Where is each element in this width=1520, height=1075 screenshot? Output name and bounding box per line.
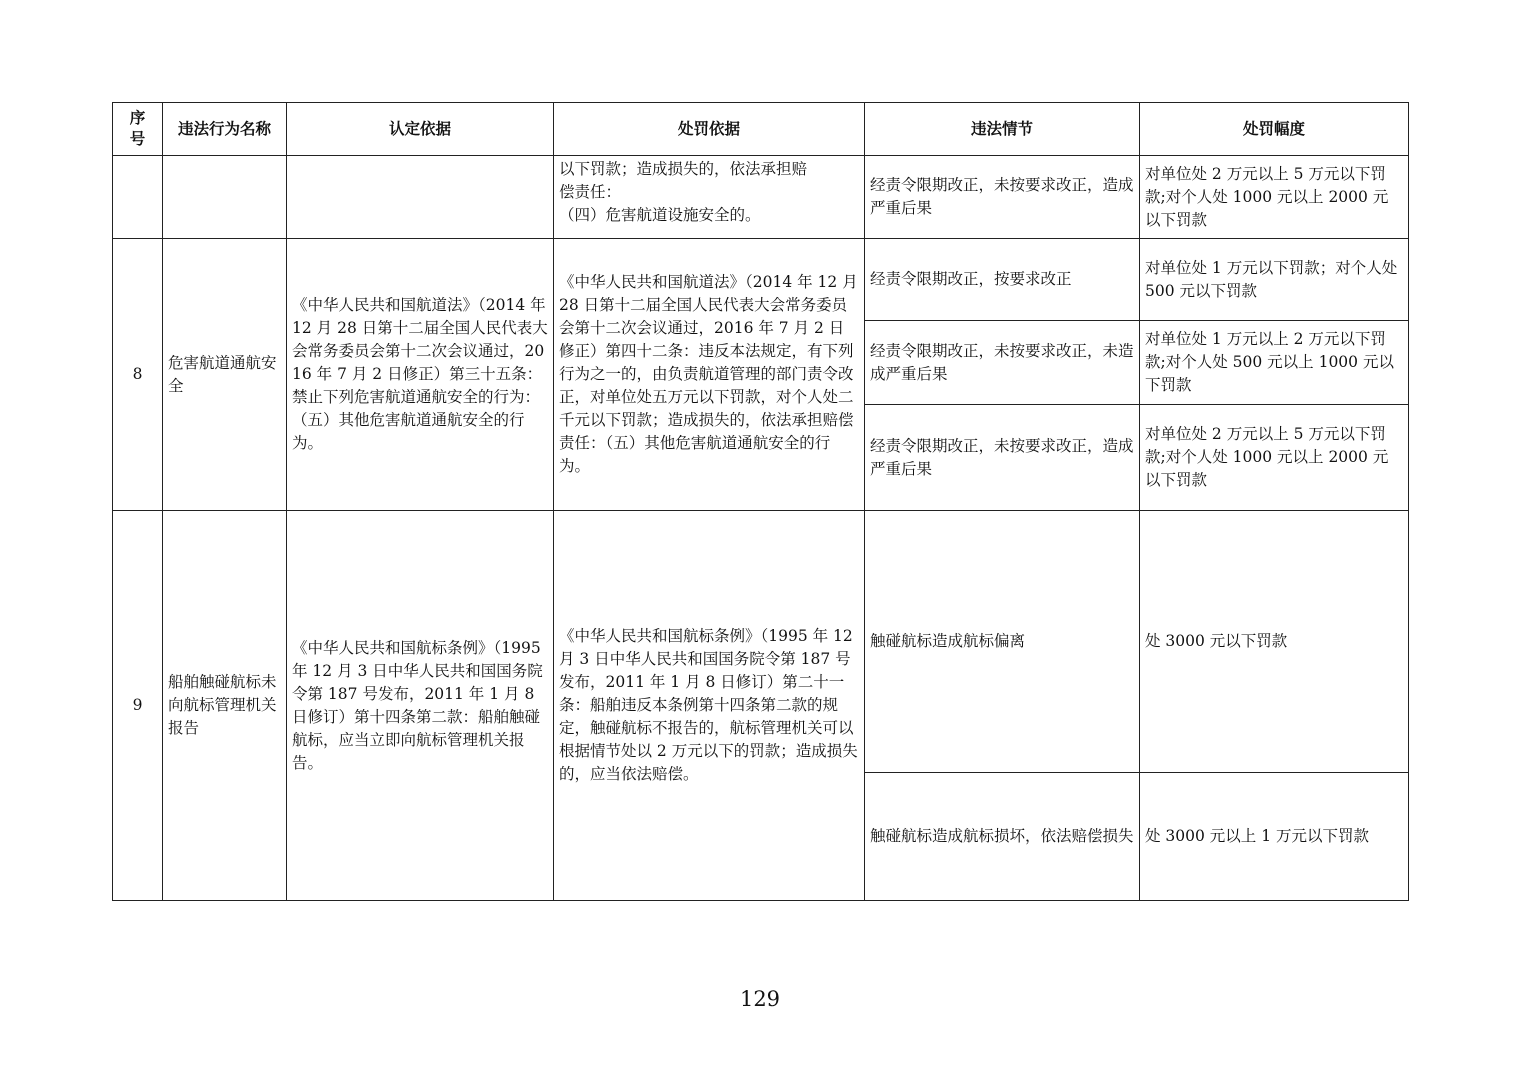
row9-circumstance-2: 触碰航标造成航标损坏，依法赔偿损失 bbox=[865, 773, 1140, 901]
cont-circumstance-cell: 经责令限期改正，未按要求改正，造成严重后果 bbox=[865, 156, 1140, 239]
table-row-8 bbox=[113, 239, 1409, 321]
row9-penalty-basis: 《中华人民共和国航标条例》（1995 年 12 月 3 日中华人民共和国国务院令第 187 号发布，2011 年 1 月 8 日修订）第二十一条：船舶违反本条例第十四条第二款的规定，触碰航标不报告的，航标管理机关可以根据情节处以 2 万元以下的罚款；造成损失的，应当依法赔偿。 bbox=[554, 511, 865, 901]
page-number: 129 bbox=[739, 987, 781, 1011]
row8-circumstance-1: 经责令限期改正，按要求改正 bbox=[865, 239, 1140, 321]
row8-seq: 8 bbox=[113, 239, 163, 511]
row9-range-1: 处 3000 元以下罚款 bbox=[1140, 511, 1409, 773]
row9-circumstance-1: 触碰航标造成航标偏离 bbox=[865, 511, 1140, 773]
header-circumstance: 违法情节 bbox=[865, 103, 1140, 156]
row8-circumstance-3: 经责令限期改正，未按要求改正，造成严重后果 bbox=[865, 405, 1140, 511]
row8-circumstance-2: 经责令限期改正，未按要求改正，未造成严重后果 bbox=[865, 321, 1140, 405]
header-range: 处罚幅度 bbox=[1140, 103, 1409, 156]
cont-penalty-basis-cell bbox=[554, 156, 865, 239]
cont-seq-cell bbox=[113, 156, 163, 239]
row8-range-1: 对单位处 1 万元以下罚款；对个人处 500 元以下罚款 bbox=[1140, 239, 1409, 321]
row8-range-2: 对单位处 1 万元以上 2 万元以下罚款;对个人处 500 元以上 1000 元以下罚款 bbox=[1140, 321, 1409, 405]
cont-name-cell bbox=[163, 156, 287, 239]
cont-penalty-line: 偿责任： bbox=[559, 183, 622, 201]
header-basis: 认定依据 bbox=[287, 103, 554, 156]
table-row-continuation bbox=[113, 156, 1409, 239]
row9-basis: 《中华人民共和国航标条例》（1995 年 12 月 3 日中华人民共和国国务院令第 187 号发布，2011 年 1 月 8 日修订）第十四条第二款：船舶触碰航标，应当立即向航标管理机关报告。 bbox=[287, 511, 554, 901]
header-penalty-basis: 处罚依据 bbox=[554, 103, 865, 156]
cont-basis-cell bbox=[287, 156, 554, 239]
cont-range-cell: 对单位处 2 万元以上 5 万元以下罚款;对个人处 1000 元以上 2000 元以下罚款 bbox=[1140, 156, 1409, 239]
header-seq: 序 号 bbox=[113, 103, 163, 156]
row9-seq: 9 bbox=[113, 511, 163, 901]
cont-penalty-line: （四）危害航道设施安全的。 bbox=[559, 206, 761, 224]
cont-penalty-line: 以下罚款；造成损失的，依法承担赔 bbox=[559, 160, 808, 178]
table-row-9 bbox=[113, 511, 1409, 773]
header-name: 违法行为名称 bbox=[163, 103, 287, 156]
row9-range-2: 处 3000 元以上 1 万元以下罚款 bbox=[1140, 773, 1409, 901]
row8-penalty-basis: 《中华人民共和国航道法》（2014 年 12 月 28 日第十二届全国人民代表大会常务委员会第十二次会议通过，2016 年 7 月 2 日修正）第四十二条：违反本法规定，有下列行为之一的，由负责航道管理的部门责令改正，对单位处五万元以下罚款，对个人处二千元以下罚款；造成损失的，依法承担赔偿责任：（五）其他危害航道通航安全的行为。 bbox=[554, 239, 865, 511]
header-row bbox=[113, 103, 1409, 156]
penalty-table bbox=[112, 102, 1409, 901]
row9-name: 船舶触碰航标未向航标管理机关报告 bbox=[163, 511, 287, 901]
row8-range-3: 对单位处 2 万元以上 5 万元以下罚款;对个人处 1000 元以上 2000 元以下罚款 bbox=[1140, 405, 1409, 511]
row8-basis: 《中华人民共和国航道法》（2014 年 12 月 28 日第十二届全国人民代表大会常务委员会第十二次会议通过，2016 年 7 月 2 日修正）第三十五条：禁止下列危害航道通航安全的行为：（五）其他危害航道通航安全的行为。 bbox=[287, 239, 554, 511]
row8-name: 危害航道通航安全 bbox=[163, 239, 287, 511]
